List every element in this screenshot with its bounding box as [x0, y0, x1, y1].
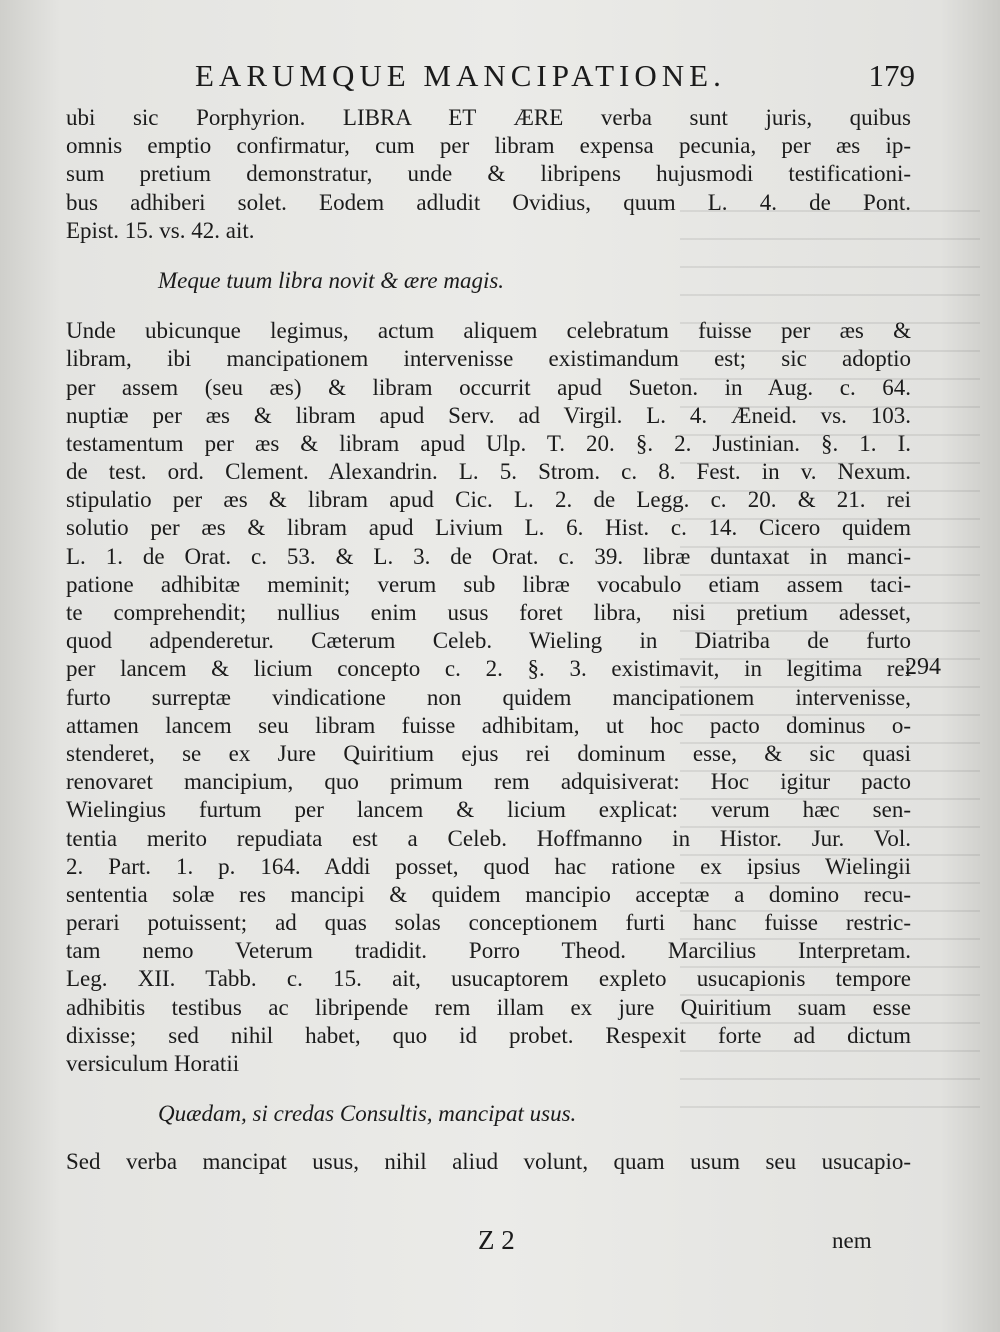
paragraph-2 — [66, 317, 911, 1078]
text-line: sententia solæ res mancipi & quidem mancipio acceptæ a domino recu- — [66, 881, 911, 907]
catchword: nem — [832, 1228, 872, 1253]
text-line: per assem (seu æs) & libram occurrit apud Sueton. in Aug. c. 64. — [66, 374, 911, 400]
paragraph-3 — [66, 1148, 911, 1176]
text-line: per lancem & licium concepto c. 2. §. 3. existimavit, in legitima rei — [66, 656, 911, 682]
text-line: omnis emptio confirmatur, cum per libram expensa pecunia, per æs ip- — [66, 133, 911, 159]
text-line: tam nemo Veterum tradidit. Porro Theod. Marcilius Interpretam. — [66, 938, 911, 964]
text-line: stenderet, se ex Jure Quiritium ejus rei dominum esse, & sic quasi — [66, 740, 911, 766]
text-line: sum pretium demonstratur, unde & libripens hujusmodi testificationi- — [66, 161, 911, 187]
text-line: bus adhiberi solet. Eodem adludit Ovidius, quum L. 4. de Pont. — [66, 189, 911, 215]
text-line: quod adpenderetur. Cæterum Celeb. Wieling in Diatriba de furto — [66, 628, 911, 654]
signature-mark: Z 2 — [478, 1225, 515, 1255]
text-line: libram, ibi mancipationem intervenisse existimandum est; sic adoptio — [66, 346, 911, 372]
text-line: perari potuissent; ad quas solas conceptionem furti hanc fuisse restric- — [66, 910, 911, 936]
text-line: furto surreptæ vindicatione non quidem mancipationem intervenisse, — [66, 684, 911, 710]
text-line: Unde ubicunque legimus, actum aliquem celebratum fuisse per æs & — [66, 318, 911, 344]
verse-quotation-horace: Quædam, si credas Consultis, mancipat usus. — [158, 1101, 577, 1127]
text-line: testamentum per æs & libram apud Ulp. T. 20. §. 2. Justinian. §. 1. I. — [66, 430, 911, 456]
text-line: versiculum Horatii — [66, 1051, 240, 1077]
text-line: Leg. XII. Tabb. c. 15. ait, usucaptorem expleto usucapionis tempore — [66, 966, 911, 992]
text-line: de test. ord. Clement. Alexandrin. L. 5. Strom. c. 8. Fest. in v. Nexum. — [66, 459, 911, 485]
paragraph-1 — [66, 104, 911, 245]
page-header — [195, 58, 915, 98]
text-line: Wielingius furtum per lancem & licium explicat: verum hæc sen- — [66, 797, 911, 823]
text-line: dixisse; sed nihil habet, quo id probet. Respexit forte ad dictum — [66, 1022, 911, 1048]
page-number: 179 — [868, 58, 915, 93]
text-line: adhibitis testibus ac libripende rem illam ex jure Quiritium suam esse — [66, 994, 911, 1020]
text-line: renovaret mancipium, quo primum rem adquisiverat: Hoc igitur pacto — [66, 769, 911, 795]
running-head: EARUMQUE MANCIPATIONE. — [195, 58, 726, 93]
text-line: tentia merito repudiata est a Celeb. Hoffmanno in Histor. Jur. Vol. — [66, 825, 911, 851]
text-line: ubi sic Porphyrion. LIBRA ET ÆRE verba sunt juris, quibus — [66, 105, 911, 130]
text-line: Sed verba mancipat usus, nihil aliud volunt, quam usum seu usucapio- — [66, 1149, 911, 1175]
text-line: te comprehendit; nullius enim usus foret libra, nisi pretium adesset, — [66, 600, 911, 626]
text-line: solutio per æs & libram apud Livium L. 6. Hist. c. 14. Cicero quidem — [66, 515, 911, 541]
text-line: nuptiæ per æs & libram apud Serv. ad Virgil. L. 4. Æneid. vs. 103. — [66, 402, 911, 428]
text-line: attamen lancem seu libram fuisse adhibitam, ut hoc pacto dominus o- — [66, 712, 911, 738]
text-line: stipulatio per æs & libram apud Cic. L. 2. de Legg. c. 20. & 21. rei — [66, 487, 911, 513]
margin-paragraph-number: 294 — [905, 654, 941, 680]
text-line: L. 1. de Orat. c. 53. & L. 3. de Orat. c. 39. libræ duntaxat in manci- — [66, 543, 911, 569]
text-line: 2. Part. 1. p. 164. Addi posset, quod hac ratione ex ipsius Wielingii — [66, 853, 911, 879]
text-line: Epist. 15. vs. 42. ait. — [66, 217, 255, 243]
text-line: patione adhibitæ meminit; verum sub libræ vocabulo etiam assem taci- — [66, 571, 911, 597]
body-text — [66, 104, 911, 1177]
verse-quotation-ovid: Meque tuum libra novit & ære magis. — [158, 267, 505, 293]
